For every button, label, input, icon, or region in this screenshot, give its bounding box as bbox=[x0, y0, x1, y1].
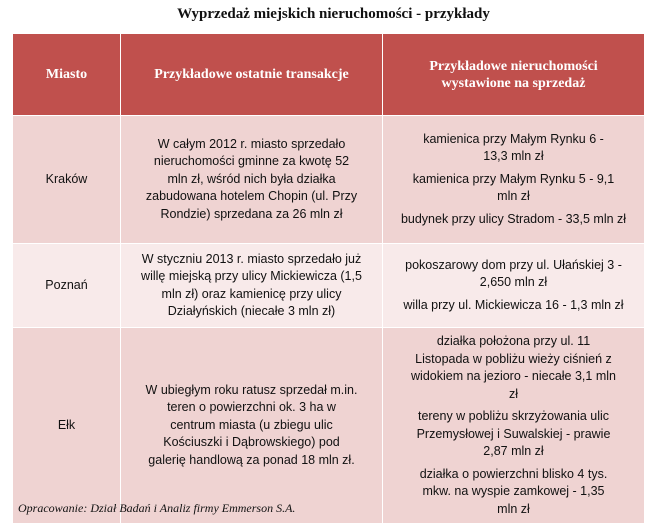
transaction-text: W całym 2012 r. miasto sprzedało nieruchomości gminne za kwotę 52 mln zł, wśród nich była działka zabudowana hotelem Chopin (ul. Przy Rondzie) sprzedana za 26 mln zł bbox=[145, 136, 358, 221]
header-offers: Przykładowe nieruchomości wystawione na sprzedaż bbox=[383, 34, 645, 116]
row-offers bbox=[383, 244, 645, 328]
offer-item: kamienica przy Małym Rynku 5 - 9,1 mln zł bbox=[412, 171, 615, 204]
table-header-row bbox=[13, 34, 645, 116]
offer-item: pokoszarowy dom przy ul. Ułańskiej 3 - 2,650 mln zł bbox=[405, 257, 622, 290]
row-city: Kraków bbox=[13, 116, 121, 244]
page-title: Wyprzedaż miejskich nieruchomości - przykłady bbox=[177, 6, 490, 22]
row-transaction bbox=[121, 328, 383, 524]
row-city: Ełk bbox=[13, 328, 121, 524]
row-transaction bbox=[121, 244, 383, 328]
transaction-text: W styczniu 2013 r. miasto sprzedało już willę miejską przy ulicy Mickiewicza (1,5 mln zł) oraz kamienicę przy ulicy Działyńskich (niecałe 3 mln zł) bbox=[141, 251, 362, 318]
table-row bbox=[13, 328, 645, 524]
row-city: Poznań bbox=[13, 244, 121, 328]
row-offers bbox=[383, 328, 645, 524]
row-offers bbox=[383, 116, 645, 244]
table-row bbox=[13, 244, 645, 328]
transaction-text: W ubiegłym roku ratusz sprzedał m.in. teren o powierzchni ok. 3 ha w centrum miasta (u zbiegu ulic Kościuszki i Dąbrowskiego) pod galerię handlową za ponad 18 mln zł. bbox=[145, 382, 358, 467]
source-footer: Opracowanie: Dział Badań i Analiz firmy Emmerson S.A. bbox=[18, 501, 296, 515]
table-row bbox=[13, 116, 645, 244]
header-transactions: Przykładowe ostatnie transakcje bbox=[121, 34, 383, 116]
header-city: Miasto bbox=[13, 34, 121, 116]
offer-item: działka położona przy ul. 11 Listopada w pobliżu wieży ciśnień z widokiem na jezioro - niecałe 3,1 mln zł bbox=[411, 334, 616, 401]
properties-table bbox=[12, 33, 645, 524]
offer-item: budynek przy ulicy Stradom - 33,5 mln zł bbox=[400, 211, 627, 226]
offer-item: tereny w pobliżu skrzyżowania ulic Przemysłowej i Suwalskiej - prawie 2,87 mln zł bbox=[416, 409, 611, 458]
row-transaction bbox=[121, 116, 383, 244]
offer-item: kamienica przy Małym Rynku 6 - 13,3 mln zł bbox=[423, 131, 604, 164]
offer-item: willa przy ul. Mickiewicza 16 - 1,3 mln zł bbox=[403, 297, 624, 312]
offer-item: działka o powierzchni blisko 4 tys. mkw. na wyspie zamkowej - 1,35 mln zł bbox=[419, 466, 608, 516]
